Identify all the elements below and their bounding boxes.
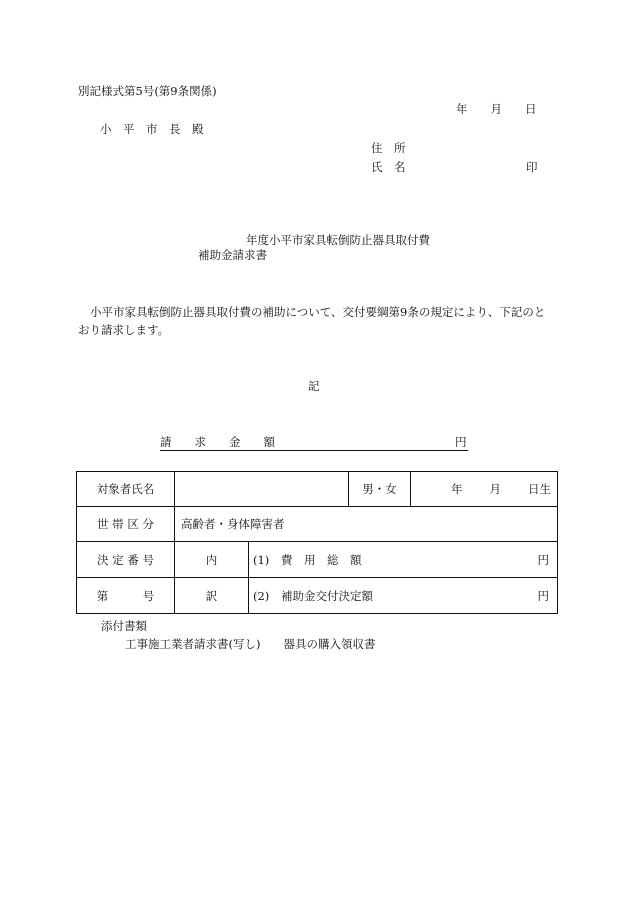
title-line1: 年度小平市家具転倒防止器具取付費 xyxy=(246,233,430,247)
uchiwake-wake: 訳 xyxy=(175,578,249,614)
form-label: 別記様式第5号(第9条関係) xyxy=(78,84,217,98)
table-row xyxy=(77,472,558,507)
seal-label: 印 xyxy=(526,160,538,174)
attachments-items: 工事施工業者請求書(写し) 器具の購入領収書 xyxy=(125,637,376,651)
decision-number-field[interactable]: 第 号 xyxy=(77,578,175,614)
body-paragraph-line1: 小平市家具転倒防止器具取付費の補助について、交付要綱第9条の規定により、下記のと xyxy=(90,305,546,319)
total-cost-label: 費 用 総 額 xyxy=(281,552,362,567)
target-name-field[interactable] xyxy=(175,472,349,507)
household-category-label: 世 帯 区 分 xyxy=(77,507,175,542)
claim-amount-unit: 円 xyxy=(455,435,467,449)
household-category-value[interactable]: 高齢者・身体障害者 xyxy=(175,507,558,542)
birth-day-label: 日生 xyxy=(528,482,551,496)
birth-month-label: 月 xyxy=(489,482,501,496)
body-paragraph-line2: おり請求します。 xyxy=(78,323,170,337)
subsidy-amount-field[interactable] xyxy=(249,578,558,614)
ki-label: 記 xyxy=(308,379,320,393)
title-line2: 補助金請求書 xyxy=(198,248,267,262)
total-cost-field[interactable] xyxy=(249,542,558,578)
total-cost-unit: 円 xyxy=(537,552,549,567)
date-line: 年 月 日 xyxy=(456,102,537,116)
table-row xyxy=(77,507,558,542)
birthdate-field[interactable] xyxy=(411,472,558,507)
table-row xyxy=(77,578,558,614)
addressee: 小 平 市 長 殿 xyxy=(100,122,204,136)
claim-amount-label: 請 求 金 額 xyxy=(160,435,275,449)
item-2-number: (2) xyxy=(253,588,270,603)
subsidy-amount-label: 補助金交付決定額 xyxy=(281,588,373,603)
target-name-label: 対象者氏名 xyxy=(77,472,175,507)
gender-field[interactable]: 男・女 xyxy=(349,472,411,507)
name-label: 氏 名 xyxy=(371,160,406,174)
uchiwake-uchi: 内 xyxy=(175,542,249,578)
address-label: 住 所 xyxy=(371,141,406,155)
birth-year-label: 年 xyxy=(451,482,463,496)
decision-number-label: 決 定 番 号 xyxy=(77,542,175,578)
item-1-number: (1) xyxy=(253,552,270,567)
application-table xyxy=(76,471,558,614)
table-row xyxy=(77,542,558,578)
attachments-title: 添付書類 xyxy=(101,619,147,633)
subsidy-amount-unit: 円 xyxy=(537,588,549,603)
